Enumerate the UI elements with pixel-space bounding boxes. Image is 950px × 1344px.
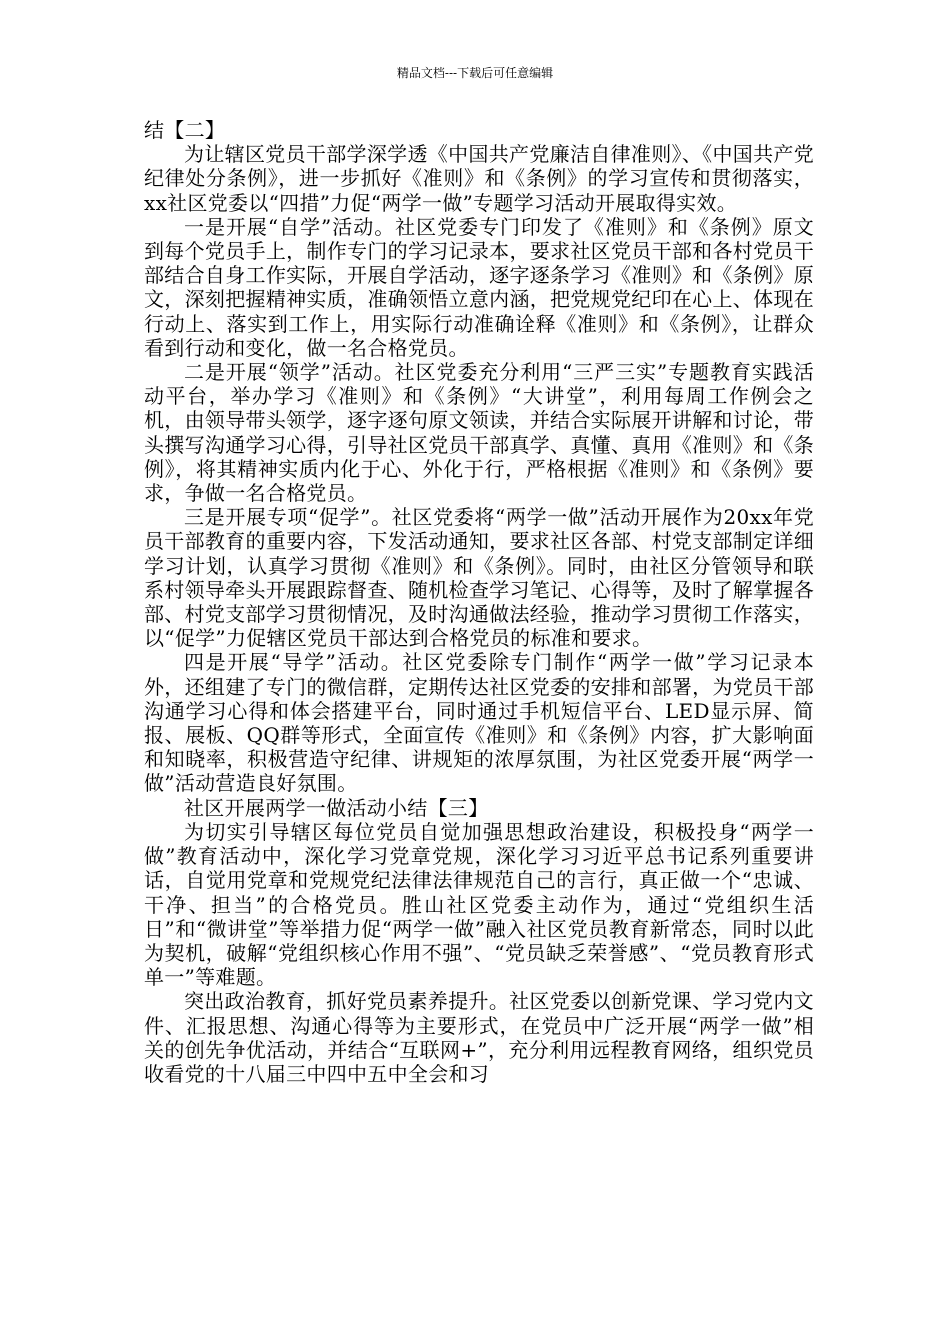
paragraph: 三是开展专项“促学”。社区党委将“两学一做”活动开展作为20xx年党员干部教育的重要内容，下发活动通知，要求社区各部、村党支部制定详细学习计划，认真学习贯彻《准则》和《条例》。同时，由社区分管领导和联系村领导牵头开展跟踪督查、随机检查学习笔记、心得等，及时了解掌握各部、村党支部学习贯彻情况，及时沟通做法经验，推动学习贯彻工作落实，以“促学”力促辖区党员干部达到合格党员的标准和要求。	[144, 505, 814, 651]
paragraph: 一是开展“自学”活动。社区党委专门印发了《准则》和《条例》原文到每个党员手上，制作专门的学习记录本，要求社区党员干部和各村党员干部结合自身工作实际，开展自学活动，逐字逐条学习《准则》和《条例》原文，深刻把握精神实质，准确领悟立意内涵，把党规党纪印在心上、体现在行动上、落实到工作上，用实际行动准确诠释《准则》和《条例》，让群众看到行动和变化，做一名合格党员。	[144, 214, 814, 360]
paragraph: 四是开展“导学”活动。社区党委除专门制作“两学一做”学习记录本外，还组建了专门的微信群，定期传达社区党委的安排和部署，为党员干部沟通学习心得和体会搭建平台，同时通过手机短信平台、LED显示屏、简报、展板、QQ群等形式，全面宣传《准则》和《条例》内容，扩大影响面和知晓率，积极营造守纪律、讲规矩的浓厚氛围，为社区党委开展“两学一做”活动营造良好氛围。	[144, 650, 814, 796]
section-heading: 社区开展两学一做活动小结【三】	[184, 795, 489, 820]
paragraph: 为切实引导辖区每位党员自觉加强思想政治建设，积极投身“两学一做”教育活动中，深化学习党章党规，深化学习习近平总书记系列重要讲话，自觉用党章和党规党纪法律法律规范自己的言行，真正做一个“忠诚、干净、担当”的合格党员。胜山社区党委主动作为，通过“党组织生活日”和“微讲堂”等举措力促“两学一做”融入社区党员教育新常态，同时以此为契机，破解“党组织核心作用不强”、“党员缺乏荣誉感”、“党员教育形式单一”等难题。	[144, 819, 814, 990]
document-body	[144, 118, 814, 1086]
paragraph: 二是开展“领学”活动。社区党委充分利用“三严三实”专题教育实践活动平台，举办学习《准则》和《条例》“大讲堂”，利用每周工作例会之机，由领导带头领学，逐字逐句原文领读，并结合实际展开讲解和讨论，带头撰写沟通学习心得，引导社区党员干部真学、真懂、真用《准则》和《条例》，将其精神实质内化于心、外化于行，严格根据《准则》和《条例》要求，争做一名合格党员。	[144, 360, 814, 506]
paragraph: 突出政治教育，抓好党员素养提升。社区党委以创新党课、学习党内文件、汇报思想、沟通心得等为主要形式，在党员中广泛开展“两学一做”相关的创先争优活动，并结合“互联网+”，充分利用远程教育网络，组织党员收看党的十八届三中四中五中全会和习	[144, 989, 814, 1086]
section-heading-fragment: 结【二】	[144, 118, 226, 142]
page-header: 精品文档---下载后可任意编辑	[396, 66, 554, 80]
paragraph: 为让辖区党员干部学深学透《中国共产党廉洁自律准则》、《中国共产党纪律处分条例》，进一步抓好《准则》和《条例》的学习宣传和贯彻落实，xx社区党委以“四措”力促“两学一做”专题学习活动开展取得实效。	[144, 142, 814, 215]
